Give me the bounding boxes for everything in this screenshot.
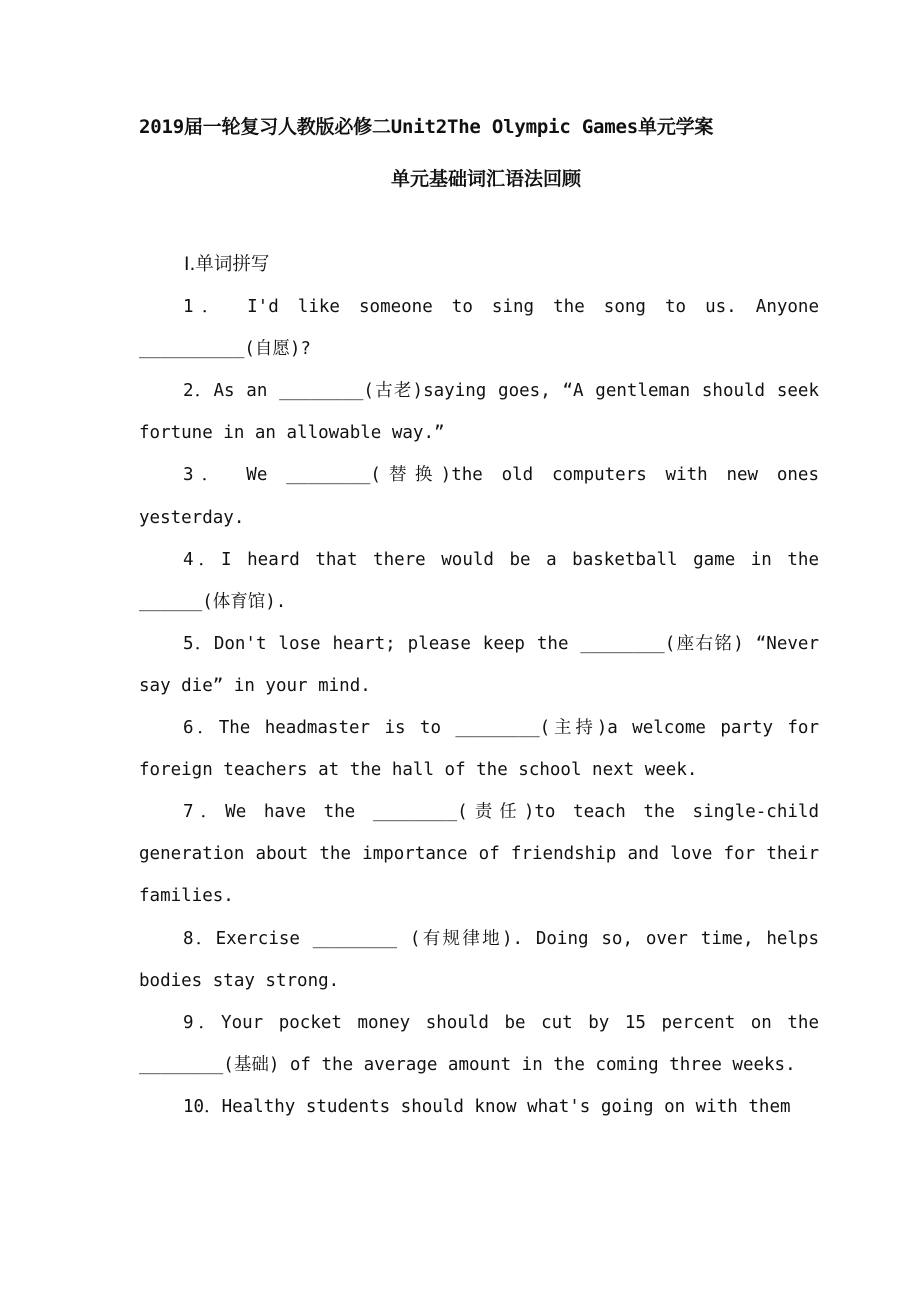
question-5: 5．Don't lose heart; please keep the ________(座右铭) “Never say die” in your mind. (139, 633, 819, 696)
question-6: 6．The headmaster is to ________(主持)a welcome party for foreign teachers at the hall of the school next week. (139, 718, 819, 781)
section-heading: Ⅰ.单词拼写 (184, 254, 270, 275)
exercise-body (139, 244, 819, 1128)
question-2: 2．As an ________(古老)saying goes, “A gentleman should seek fortune in an allowable way.” (139, 381, 819, 444)
question-3: 3． We ________(替换)the old computers with new ones yesterday. (139, 465, 819, 528)
question-8: 8．Exercise ________ (有规律地). Doing so, over time, helps bodies stay strong. (139, 928, 819, 991)
question-10: 10．Healthy students should know what's going on with them (183, 1096, 791, 1117)
question-4: 4．I heard that there would be a basketball game in the ______(体育馆). (139, 549, 819, 612)
question-7: 7．We have the ________(责任)to teach the single-child generation about the importance of friendship and love for their families. (139, 802, 819, 907)
document-title: 2019届一轮复习人教版必修二Unit2The Olympic Games单元学案 (139, 116, 714, 138)
document-subtitle: 单元基础词汇语法回顾 (390, 168, 581, 190)
question-1: 1． I'd like someone to sing the song to us. Anyone __________(自愿)? (139, 297, 819, 360)
question-9: 9．Your pocket money should be cut by 15 percent on the ________(基础) of the average amount in the coming three weeks. (139, 1012, 819, 1075)
